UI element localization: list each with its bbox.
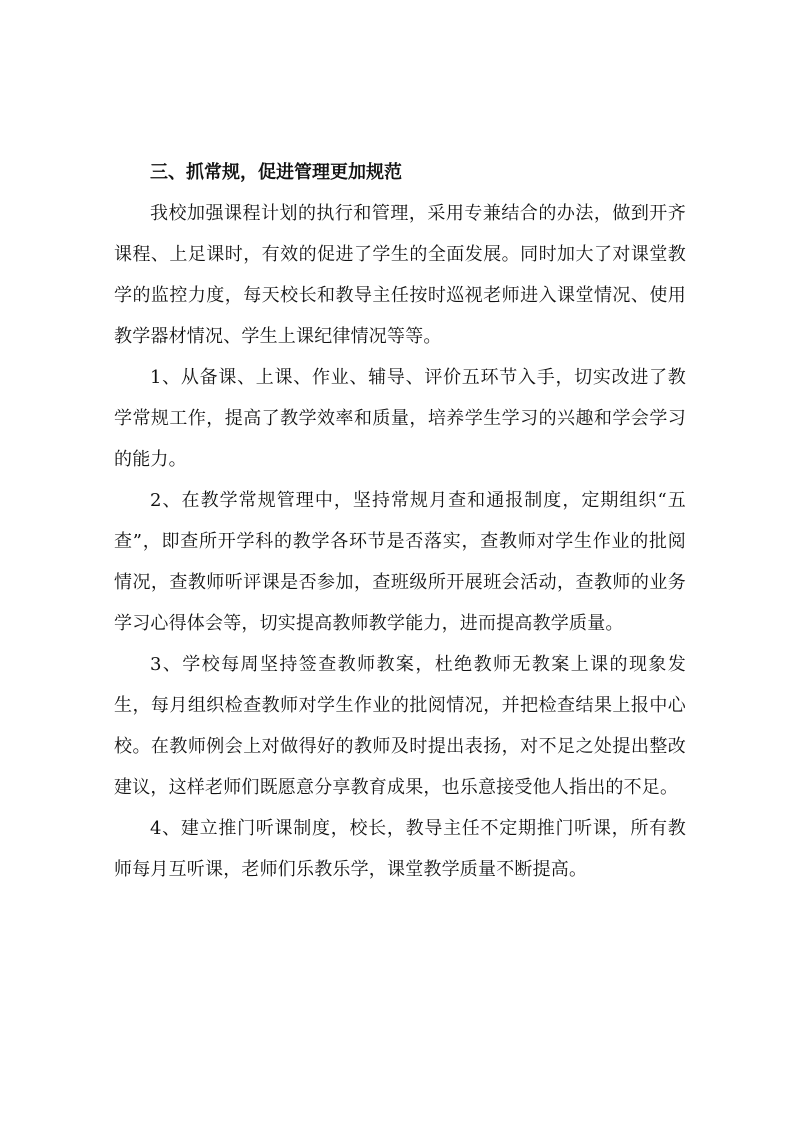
paragraph-item-3: 3、学校每周坚持签查教师教案，杜绝教师无教案上课的现象发生，每月组织检查教师对学生作业的批阅情况，并把检查结果上报中心校。在教师例会上对做得好的教师及时提出表扬，对不足之处提出整改建议，这样老师们既愿意分享教育成果，也乐意接受他人指出的不足。 [114, 654, 686, 798]
document-body [114, 152, 686, 890]
paragraph-item-1: 1、从备课、上课、作业、辅导、评价五环节入手，切实改进了教学常规工作，提高了教学效率和质量，培养学生学习的兴趣和学会学习的能力。 [114, 367, 686, 470]
paragraph-item-4: 4、建立推门听课制度，校长，教导主任不定期推门听课，所有教师每月互听课，老师们乐教乐学，课堂教学质量不断提高。 [114, 818, 686, 880]
paragraph-item-2: 2、在教学常规管理中，坚持常规月查和通报制度，定期组织“五查”，即查所开学科的教学各环节是否落实，查教师对学生作业的批阅情况，查教师听评课是否参加，查班级所开展班会活动，查教师的业务学习心得体会等，切实提高教师教学能力，进而提高教学质量。 [114, 490, 686, 634]
paragraph-intro: 我校加强课程计划的执行和管理，采用专兼结合的办法，做到开齐课程、上足课时，有效的促进了学生的全面发展。同时加大了对课堂教学的监控力度，每天校长和教导主任按时巡视老师进入课堂情况、使用教学器材情况、学生上课纪律情况等等。 [114, 203, 686, 347]
section-heading: 三、抓常规，促进管理更加规范 [150, 162, 402, 183]
